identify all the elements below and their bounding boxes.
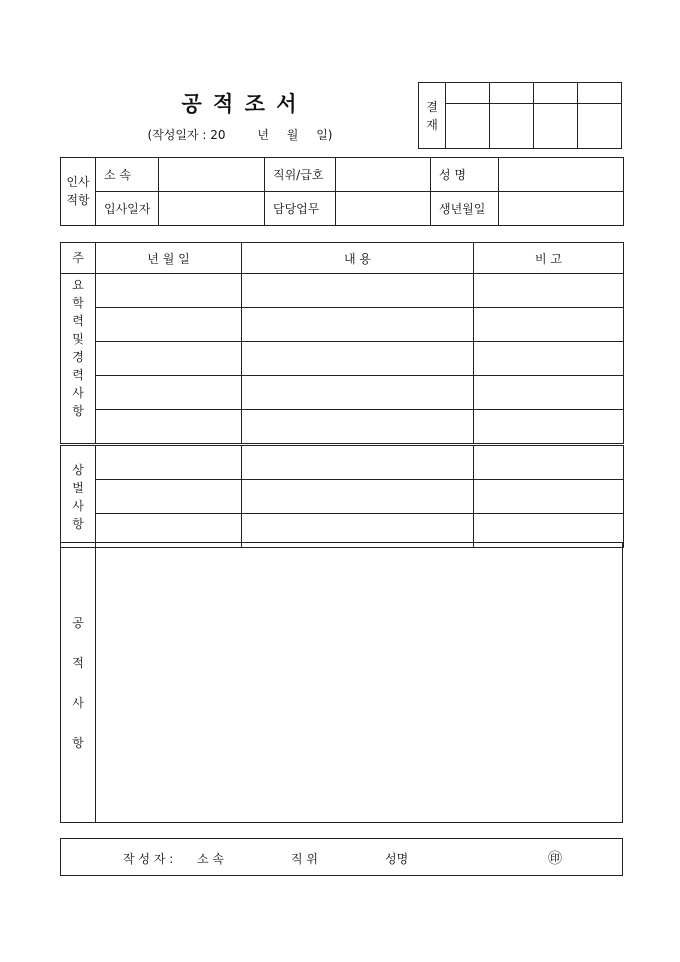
merit-letter-4: 항 <box>72 735 84 750</box>
birth-date-field[interactable] <box>499 192 624 226</box>
duty-label: 담당업무 <box>265 192 336 226</box>
date-day: 일) <box>316 128 333 142</box>
career-row-2-date[interactable] <box>96 308 242 342</box>
name-field[interactable] <box>499 158 624 192</box>
author-position-label: 직 위 <box>291 852 318 866</box>
reward-row-1-content[interactable] <box>242 445 474 480</box>
approval-title-2[interactable] <box>490 83 534 104</box>
seal-icon[interactable]: ㊞ <box>548 851 562 867</box>
career-row-3-remarks[interactable] <box>474 342 624 376</box>
date-year: 년 <box>257 128 269 142</box>
approval-label-bottom: 재 <box>426 117 438 132</box>
reward-row-2-content[interactable] <box>242 480 474 514</box>
career-label-first: 주 <box>72 251 84 265</box>
career-row-1-content[interactable] <box>242 274 474 308</box>
date-prefix: (작성일자 : 20 <box>147 128 226 142</box>
reward-label-text: 상벌사항 <box>72 463 84 531</box>
career-row-3-date[interactable] <box>96 342 242 376</box>
career-row-5-content[interactable] <box>242 410 474 445</box>
approval-title-1[interactable] <box>446 83 490 104</box>
author-name-label: 성명 <box>385 852 409 866</box>
birth-date-label: 생년월일 <box>431 192 499 226</box>
header-date: 년 월 일 <box>96 243 242 274</box>
author-line <box>60 838 623 876</box>
career-row-5-date[interactable] <box>96 410 242 445</box>
approval-sign-3[interactable] <box>534 104 578 149</box>
approval-label-top: 결 <box>426 99 438 114</box>
career-row-4-date[interactable] <box>96 376 242 410</box>
career-row-4-remarks[interactable] <box>474 376 624 410</box>
merit-label-text <box>61 603 95 763</box>
merit-table <box>60 542 623 823</box>
merit-letter-3: 사 <box>72 695 84 710</box>
hire-date-label: 입사일자 <box>96 192 159 226</box>
reward-row-2-date[interactable] <box>96 480 242 514</box>
approval-title-3[interactable] <box>534 83 578 104</box>
reward-row-2-remarks[interactable] <box>474 480 624 514</box>
position-grade-label: 직위/급호 <box>265 158 336 192</box>
reward-section-label <box>61 445 96 548</box>
page-title: 공 적 조 서 <box>181 91 299 116</box>
reward-row-1-date[interactable] <box>96 445 242 480</box>
career-row-5-remarks[interactable] <box>474 410 624 445</box>
career-row-2-content[interactable] <box>242 308 474 342</box>
approval-label <box>419 83 446 149</box>
career-row-1-remarks[interactable] <box>474 274 624 308</box>
approval-sign-1[interactable] <box>446 104 490 149</box>
approval-sign-2[interactable] <box>490 104 534 149</box>
merit-content-field[interactable] <box>96 543 623 823</box>
merit-letter-2: 적 <box>72 655 84 670</box>
header-content: 내 용 <box>242 243 474 274</box>
career-row-4-content[interactable] <box>242 376 474 410</box>
author-affiliation-label: 소 속 <box>197 852 224 866</box>
career-row-1-date[interactable] <box>96 274 242 308</box>
career-section-label <box>61 274 96 445</box>
affiliation-field[interactable] <box>159 158 265 192</box>
approval-sign-4[interactable] <box>578 104 622 149</box>
merit-letter-1: 공 <box>72 615 84 630</box>
personnel-section-text: 인사적항 <box>66 175 90 207</box>
writer-label: 작 성 자 : <box>123 852 174 866</box>
date-month: 월 <box>286 128 299 142</box>
personnel-table <box>60 157 624 226</box>
history-header-corner <box>61 243 96 274</box>
reward-row-1-remarks[interactable] <box>474 445 624 480</box>
date-line <box>135 126 345 143</box>
approval-box <box>418 82 622 149</box>
hire-date-field[interactable] <box>159 192 265 226</box>
personnel-section-label <box>61 158 96 226</box>
approval-title-4[interactable] <box>578 83 622 104</box>
career-label-text: 요학력및경력사항 <box>72 278 84 418</box>
career-row-3-content[interactable] <box>242 342 474 376</box>
header-remarks: 비 고 <box>474 243 624 274</box>
author-cell <box>61 839 623 876</box>
duty-field[interactable] <box>336 192 431 226</box>
affiliation-label: 소 속 <box>96 158 159 192</box>
merit-section-label <box>61 543 96 823</box>
history-table <box>60 242 624 548</box>
career-row-2-remarks[interactable] <box>474 308 624 342</box>
name-label: 성 명 <box>431 158 499 192</box>
position-grade-field[interactable] <box>336 158 431 192</box>
